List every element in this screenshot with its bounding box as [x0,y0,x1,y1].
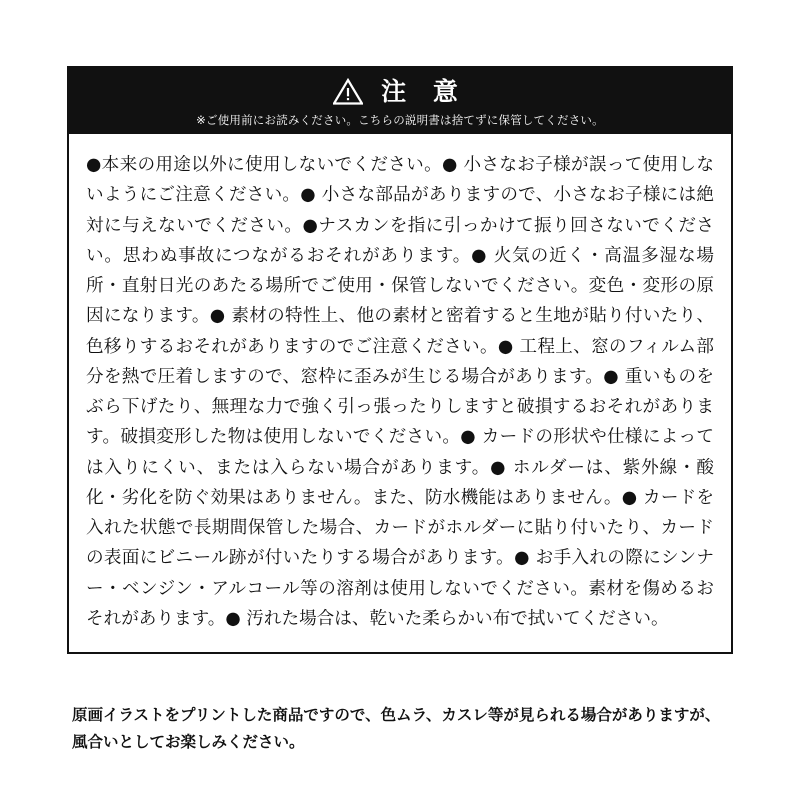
notice-body-text: ●本来の用途以外に使用しないでください。● 小さなお子様が誤って使用しないようにご注意ください。● 小さな部品がありますので、小さなお子様には絶対に与えないでください。●ナスカンを指に引っかけて振り回さないでください。思わぬ事故につながるおそれがあります。● 火気の近く・高温多湿な場所・直射日光のあたる場所でご使用・保管しないでください。変色・変形の原因になります。● 素材の特性上、他の素材と密着すると生地が貼り付いたり、色移りするおそれがありますのでご注意ください。● 工程上、窓のフィルム部分を熱で圧着しますので、窓枠に歪みが生じる場合があります。● 重いものをぶら下げたり、無理な力で強く引っ張ったりしますと破損するおそれがあります。破損変形した物は使用しないでください。● カードの形状や仕様によっては入りにくい、または入らない場合があります。● ホルダーは、紫外線・酸化・劣化を防ぐ効果はありません。また、防水機能はありません。● カードを入れた状態で長期間保管した場合、カードがホルダーに貼り付いたり、カードの表面にビニール跡が付いたりする場合があります。● お手入れの際にシンナー・ベンジン・アルコール等の溶剤は使用しないでください。素材を傷めるおそれがあります。● 汚れた場合は、乾いた柔らかい布で拭いてください。 [86,155,714,629]
footer-note: 原画イラストをプリントした商品ですので、色ムラ、カスレ等が見られる場合がありますが、風合いとしてお楽しみください。 [72,706,721,752]
notice-box [67,66,733,654]
warning-triangle-icon [333,78,363,105]
notice-header-title-row [69,78,731,105]
notice-header [69,68,731,134]
notice-title: 注 意 [381,77,467,106]
notice-subtitle: ※ご使用前にお読みください。こちらの説明書は捨てずに保管してください。 [196,113,604,127]
